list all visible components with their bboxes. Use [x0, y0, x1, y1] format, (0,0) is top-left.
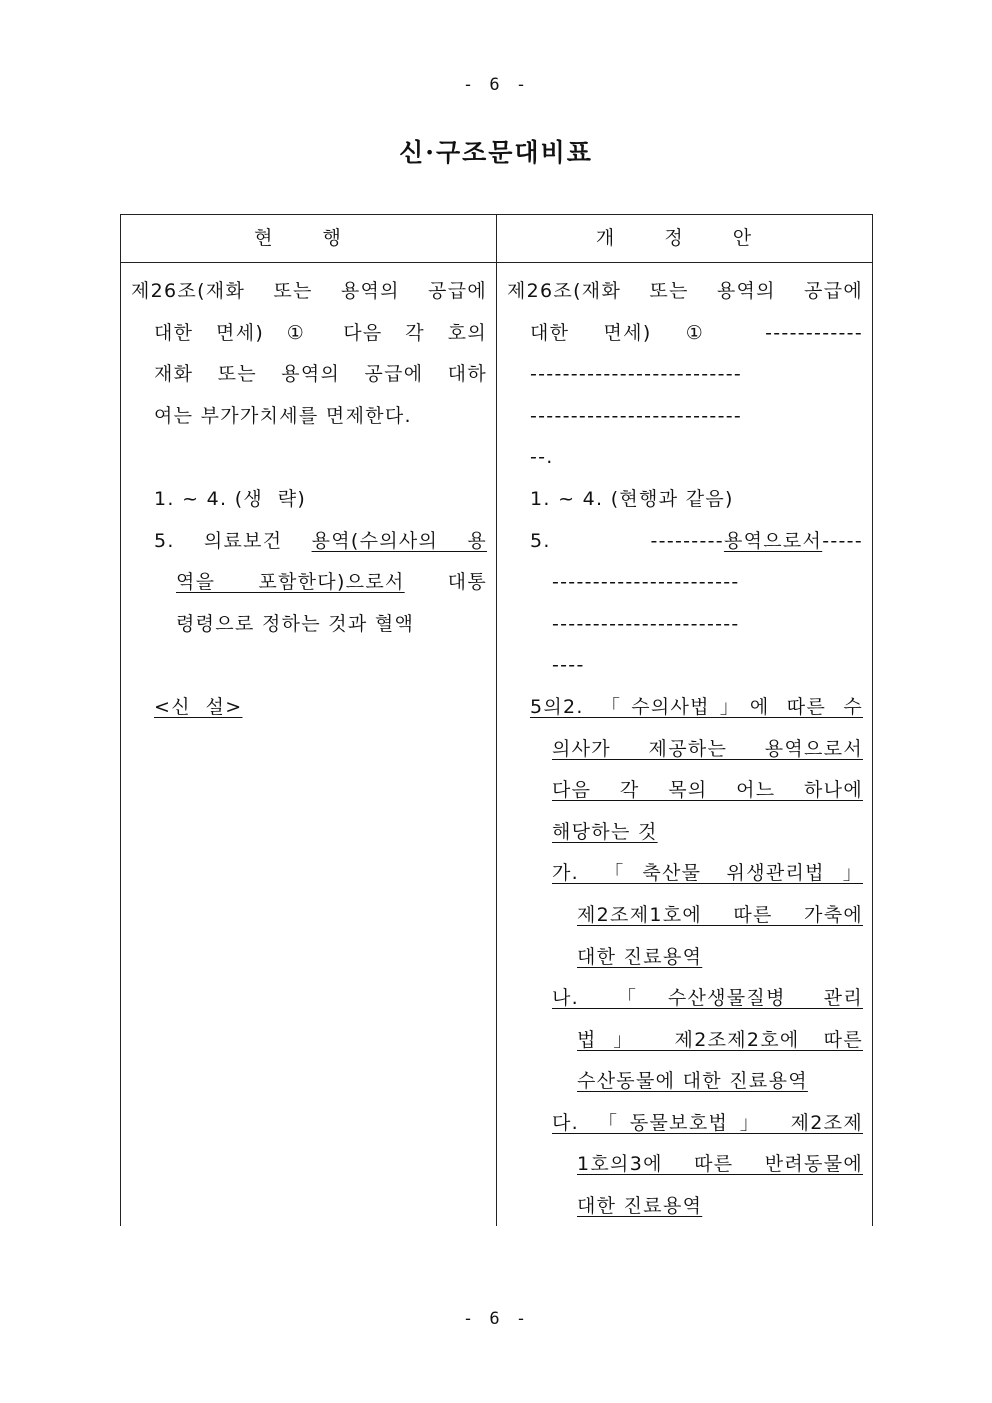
proposed-article-line: 제26조(재화 또는 용역의 공급에: [507, 280, 863, 302]
proposed-item-5-line: ----: [552, 654, 585, 677]
new-subitem-text: 제2조제1호에 따른 가축에: [577, 903, 863, 926]
proposed-item-5-2-line: [507, 687, 863, 729]
proposed-item-5-line: -----------------------: [552, 571, 740, 594]
header-current: 현 행: [254, 227, 363, 249]
current-item-5-line: 령령으로 정하는 것과 혈액: [176, 612, 415, 635]
new-subitem-text: 나. 「수산생물질병 관리: [552, 987, 863, 1010]
page-number-top: - 6 -: [462, 75, 530, 95]
new-subitem-text: 대한 진료용역: [577, 1195, 703, 1218]
blank-line: [131, 645, 487, 687]
proposed-subitem-ga-line: [507, 937, 863, 979]
proposed-item-5-2-line: [507, 729, 863, 771]
proposed-item-5-2-line: [507, 812, 863, 854]
new-subitem-text: 법」 제2조제2호에 따른: [577, 1028, 863, 1051]
proposed-article-line: 대한 면세) ① ------------: [530, 321, 863, 344]
proposed-item-5-suffix: -----: [822, 529, 863, 552]
proposed-subitem-da-line: [507, 1144, 863, 1186]
current-article-line: 제26조(재화 또는 용역의 공급에: [131, 280, 487, 302]
new-subitem-text: 대한 진료용역: [577, 945, 703, 968]
proposed-subitem-da-line: [507, 1103, 863, 1145]
proposed-items-1-4: 1. ~ 4. (현행과 같음): [530, 487, 734, 510]
proposed-subitem-na-line: [507, 1061, 863, 1103]
new-provision-marker: <신 설>: [154, 695, 243, 718]
proposed-item-5-2-line: [507, 770, 863, 812]
header-proposed: 개 정 안: [595, 227, 774, 249]
current-item-5-line: [131, 521, 487, 563]
proposed-item-5-prefix: 5. ---------: [530, 529, 724, 552]
current-article-line: 여는 부가가치세를 면제한다.: [154, 404, 412, 427]
new-item-text: 해당하는 것: [552, 820, 658, 843]
new-subitem-text: 수산동물에 대한 진료용역: [577, 1070, 808, 1093]
proposed-article-line: --------------------------: [530, 404, 743, 427]
proposed-subitem-ga-line: [507, 853, 863, 895]
current-new-marker: [131, 687, 487, 729]
proposed-item-5-line: -----------------------: [552, 612, 740, 635]
column-divider: [496, 215, 497, 1226]
page-number-bottom: - 6 -: [462, 1309, 530, 1329]
current-item-5-amended-text: 용역(수의사의 용: [311, 529, 487, 552]
current-item-5-amended-text: 역을 포함한다)으로서: [176, 571, 405, 594]
proposed-subitem-na-line: [507, 978, 863, 1020]
proposed-subitem-ga-line: [507, 895, 863, 937]
proposed-item-5-amended-text: 용역으로서: [723, 529, 823, 552]
current-article-line: 대한 면세) ① 다음 각 호의: [154, 321, 487, 344]
current-item-5-line: [131, 562, 487, 604]
blank-line: [131, 437, 487, 479]
proposed-article-line: --------------------------: [530, 363, 743, 386]
proposed-subitem-da-line: [507, 1186, 863, 1228]
new-subitem-text: 1호의3에 따른 반려동물에: [577, 1153, 863, 1176]
current-article-line: 재화 또는 용역의 공급에 대하: [154, 363, 487, 386]
current-item-5-prefix: 5. 의료보건: [154, 529, 312, 552]
new-item-text: 다음 각 목의 어느 하나에: [552, 779, 863, 802]
new-item-text: 의사가 제공하는 용역으로서: [552, 737, 863, 760]
comparison-table: [120, 214, 873, 1226]
proposed-law-column: [507, 271, 863, 1228]
proposed-item-5-line: [507, 521, 863, 563]
proposed-article-line: --.: [530, 446, 554, 469]
proposed-subitem-na-line: [507, 1020, 863, 1062]
current-law-column: [131, 271, 487, 729]
new-subitem-text: 가. 「축산물 위생관리법」: [552, 862, 863, 885]
new-subitem-text: 다. 「동물보호법」 제2조제: [552, 1111, 863, 1134]
current-items-1-4: 1. ~ 4. (생 략): [154, 487, 307, 510]
new-item-text: 5의2. 「수의사법」에 따른 수: [530, 695, 863, 718]
current-item-5-tail: 대통: [404, 571, 487, 594]
page-title: 신·구조문대비표: [399, 138, 593, 167]
